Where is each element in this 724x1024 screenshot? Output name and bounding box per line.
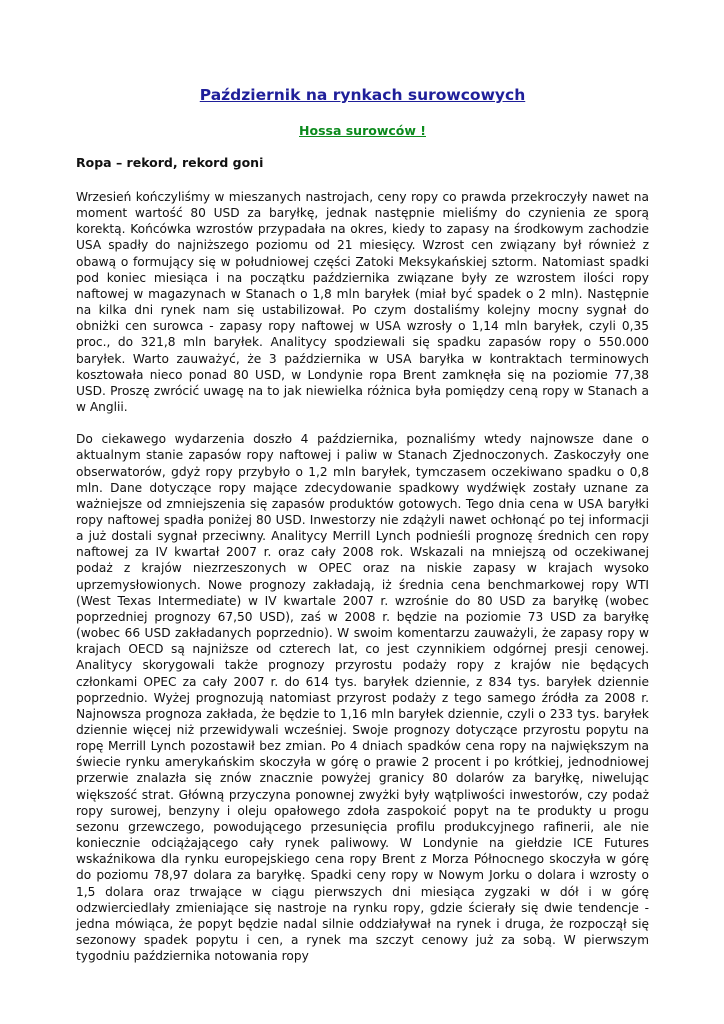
document-subtitle: Hossa surowców ! [299, 123, 426, 138]
section-heading: Ropa – rekord, rekord goni [76, 155, 264, 170]
document-page [76, 84, 649, 964]
document-title: Październik na rynkach surowcowych [199, 86, 526, 104]
paragraph-1: Wrzesień kończyliśmy w mieszanych nastrojach, ceny ropy co prawda przekroczyły nawet na moment wartość 80 USD za baryłkę, jednak następnie mieliśmy do czynienia ze sporą korektą. Końcówka wzrostów przypadała na okres, kiedy to zapasy na środkowym zachodzie USA spadły do najniższego poziomu od 21 miesięcy. Wzrost cen związany był również z obawą o formujący się w południowej części Zatoki Meksykańskiej sztorm. Natomiast spadki pod koniec miesiąca i na początku października związane były ze wzrostem ilości ropy naftowej w magazynach w Stanach o 1,8 mln baryłek (miał być spadek o 2 mln). Następnie na kilka dni rynek nam się ustabilizował. Po czym dostaliśmy kolejny mocny sygnał do obniżki cen surowca - zapasy ropy naftowej w USA wzrosły o 1,14 mln baryłek, czyli 0,35 proc., do 321,8 mln baryłek. Analitycy spodziewali się spadku zapasów ropy o 550.000 baryłek. Warto zauważyć, że 3 października w USA baryłka w kontraktach terminowych kosztowała nieco ponad 80 USD, w Londynie ropa Brent zamknęła się na poziomie 77,38 USD. Proszę zwrócić uwagę na to jak niewielka różnica była pomiędzy ceną ropy w Stanach a w Anglii. [76, 190, 649, 415]
paragraph-2: Do ciekawego wydarzenia doszło 4 października, poznaliśmy wtedy najnowsze dane o aktualnym stanie zapasów ropy naftowej i paliw w Stanach Zjednoczonych. Zaskoczyły one obserwatorów, gdyż ropy przybyło o 1,2 mln baryłek, tymczasem oczekiwano spadku o 0,8 mln. Dane dotyczące ropy mające zdecydowanie spadkowy wydźwięk zostały uznane za ważniejsze od zmniejszenia się zapasów produktów gotowych. Tego dnia cena w USA baryłki ropy naftowej spadła poniżej 80 USD. Inwestorzy nie zdążyli nawet ochłonąć po tej informacji a już dostali sygnał przeciwny. Analitycy Merrill Lynch podnieśli prognozę średnich cen ropy naftowej za IV kwartał 2007 r. oraz cały 2008 rok. Wskazali na mniejszą od oczekiwanej podaż z krajów niezrzeszonych w OPEC oraz na niskie zapasy w krajach wysoko uprzemysłowionych. Nowe prognozy zakładają, iż średnia cena benchmarkowej ropy WTI (West Texas Intermediate) w IV kwartale 2007 r. wzrośnie do 80 USD za baryłkę (wobec poprzedniej prognozy 67,50 USD), zaś w 2008 r. będzie na poziomie 73 USD za baryłkę (wobec 66 USD zakładanych poprzednio). W swoim komentarzu zauważyli, że zapasy ropy w krajach OECD są najniższe od czterech lat, co jest czynnikiem odgórnej presji cenowej. Analitycy skorygowali także prognozy przyrostu podaży ropy z krajów nie będących członkami OPEC za cały 2007 r. do 614 tys. baryłek dziennie, z 834 tys. baryłek dziennie poprzednio. Wyżej prognozują natomiast przyrost podaży z tego samego źródła za 2008 r. Najnowsza prognoza zakłada, że będzie to 1,16 mln baryłek dziennie, czyli o 233 tys. baryłek dziennie więcej niż przewidywali wcześniej. Swoje prognozy dotyczące przyrostu popytu na ropę Merrill Lynch pozostawił bez zmian. Po 4 dniach spadków cena ropy na największym na świecie rynku amerykańskim skoczyła w górę o prawie 2 procent i po krótkiej, jednodniowej przerwie znalazła się znów znacznie powyżej granicy 80 dolarów za baryłkę, niwelując większość strat. Główną przyczyna ponownej zwyżki były wątpliwości inwestorów, czy podaż ropy surowej, benzyny i oleju opałowego zdoła zaspokoić popyt na te produkty u progu sezonu grzewczego, powodującego przesunięcia profilu produkcyjnego rafinerii, ale nie koniecznie odciążającego cały rynek paliwowy. W Londynie na giełdzie ICE Futures wskaźnikowa dla rynku europejskiego cena ropy Brent z Morza Północnego skoczyła w górę do poziomu 78,97 dolara za baryłkę. Spadki ceny ropy w Nowym Jorku o dolara i wzrosty o 1,5 dolara oraz trwające w ciągu pierwszych dni miesiąca zygzaki w dół i w górę odzwierciedlały zmieniające się nastroje na rynku ropy, gdzie ścierały się dwie tendencje - jedna mówiąca, że popyt będzie nadal silnie oddziaływał na rynek i druga, że rozpoczął się sezonowy spadek popytu i cen, a rynek ma szczyt cenowy już za sobą. W pierwszym tygodniu października notowania ropy [76, 432, 649, 964]
